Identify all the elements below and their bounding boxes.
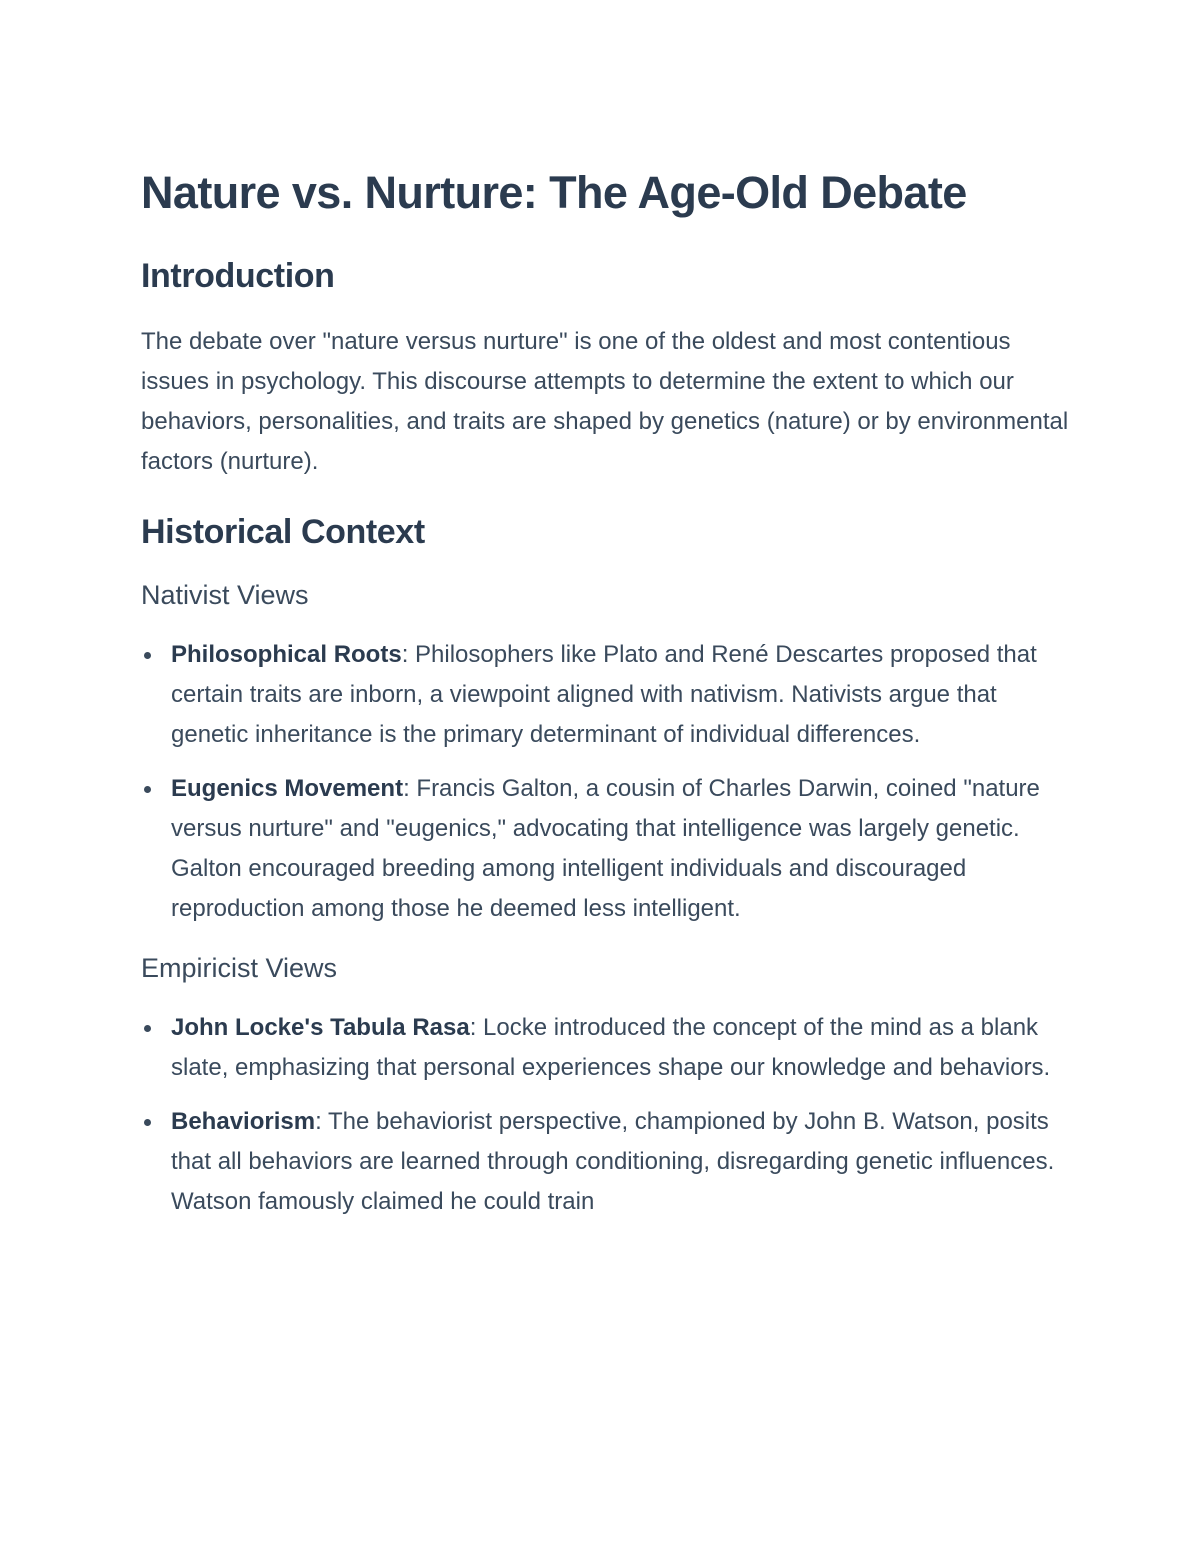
list-item-text: Locke introduced the concept of the mind as a blank slate, emphasizing that personal experiences shape our knowledge and behaviors.	[171, 1014, 1051, 1081]
document-page	[141, 160, 1071, 1236]
list-item-term: Eugenics Movement	[171, 775, 404, 802]
empiricist-views-heading: Empiricist Views	[141, 953, 338, 983]
list-item-text: Philosophers like Plato and René Descartes proposed that certain traits are inborn, a viewpoint aligned with nativism. Nativists argue that genetic inheritance is the primary determinant of individual differences.	[171, 641, 1037, 748]
list-item: Eugenics Movement: Francis Galton, a cousin of Charles Darwin, coined "nature versus nurture" and "eugenics," advocating that intelligence was largely genetic. Galton encouraged breeding among intelligent individuals and discouraged reproduction among those he deemed less intelligent.	[141, 769, 1071, 929]
list-item-text: The behaviorist perspective, championed by John B. Watson, posits that all behaviors are learned through conditioning, disregarding genetic influences. Watson famously claimed he could train	[171, 1108, 1055, 1215]
nativist-views-list	[141, 635, 1071, 929]
introduction-paragraph: The debate over "nature versus nurture" is one of the oldest and most contentious issues in psychology. This discourse attempts to determine the extent to which our behaviors, personalities, and traits are shaped by genetics (nature) or by environmental factors (nurture).	[141, 328, 1069, 475]
document-title: Nature vs. Nurture: The Age-Old Debate	[141, 167, 967, 218]
empiricist-views-list	[141, 1008, 1071, 1222]
nativist-views-heading: Nativist Views	[141, 580, 309, 610]
list-item: Behaviorism: The behaviorist perspective, championed by John B. Watson, posits that all behaviors are learned through conditioning, disregarding genetic influences. Watson famously claimed he could train	[141, 1102, 1071, 1222]
list-item-text: Francis Galton, a cousin of Charles Darwin, coined "nature versus nurture" and "eugenics," advocating that intelligence was largely genetic. Galton encouraged breeding among intelligent individuals and discouraged reproduction among those he deemed less intelligent.	[171, 775, 1040, 922]
list-item: John Locke's Tabula Rasa: Locke introduced the concept of the mind as a blank slate, emphasizing that personal experiences shape our knowledge and behaviors.	[141, 1008, 1071, 1088]
historical-context-heading: Historical Context	[141, 513, 425, 551]
list-item-term: John Locke's Tabula Rasa	[171, 1014, 470, 1041]
list-item: Philosophical Roots: Philosophers like Plato and René Descartes proposed that certain traits are inborn, a viewpoint aligned with nativism. Nativists argue that genetic inheritance is the primary determinant of individual differences.	[141, 635, 1071, 755]
list-item-term: Philosophical Roots	[171, 641, 402, 668]
introduction-heading: Introduction	[141, 257, 335, 295]
list-item-term: Behaviorism	[171, 1108, 316, 1135]
